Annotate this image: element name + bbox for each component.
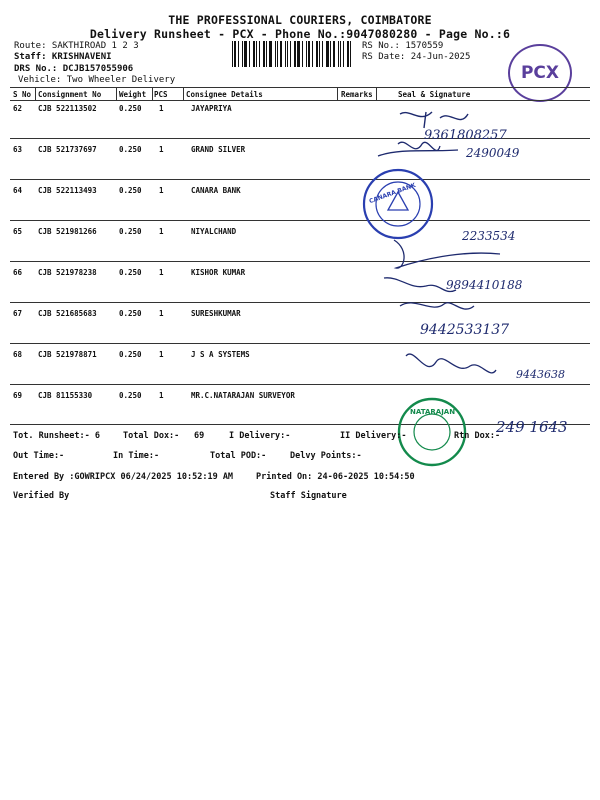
canara-bank-seal — [364, 170, 432, 238]
company-title: THE PROFESSIONAL COURIERS, COIMBATORE — [168, 13, 432, 27]
row-consignee: MR.C.NATARAJAN SURVEYOR — [191, 391, 295, 400]
verified-by: Verified By — [13, 491, 70, 501]
handwritten-phone-67: 9442533137 — [420, 322, 510, 338]
barcode-bar — [326, 41, 329, 67]
barcode-bar — [277, 41, 278, 67]
barcode-bar — [322, 41, 323, 67]
route-label: Route: SAKTHIROAD 1 2 3 — [14, 41, 139, 51]
row-sno: 65 — [13, 227, 23, 236]
handwritten-number-63: 2490049 — [466, 146, 520, 160]
handwritten-phone-68: 9443638 — [516, 368, 565, 381]
row-consignment: CJB 521978238 — [38, 268, 97, 277]
tot-runsheet: Tot. Runsheet:- 6 — [13, 431, 100, 441]
barcode-bar — [234, 41, 236, 67]
row-consignment: CJB 521978871 — [38, 350, 97, 359]
i-delivery: I Delivery:- — [229, 431, 291, 441]
row-sno: 63 — [13, 145, 23, 154]
row-sno: 68 — [13, 350, 23, 359]
barcode-bar — [330, 41, 331, 67]
row-sno: 67 — [13, 309, 23, 318]
handwritten-phone-66: 9894410188 — [446, 278, 523, 292]
rtn-dox: Rtn Dox:- — [454, 431, 501, 441]
col-divider — [152, 87, 153, 100]
staff-signature: Staff Signature — [270, 491, 347, 501]
total-pod: Total POD:- — [210, 451, 267, 461]
barcode-bar — [253, 41, 255, 67]
row-consignment: CJB 522113493 — [38, 186, 97, 195]
row-weight: 0.250 — [119, 145, 142, 154]
row-sno: 69 — [13, 391, 23, 400]
table-top-rule — [10, 87, 590, 88]
pcx-stamp: PCX — [508, 44, 572, 102]
col-header-remarks: Remarks — [341, 90, 373, 99]
barcode-bar — [343, 41, 344, 67]
signature-scribble — [400, 303, 474, 309]
row-pcs: 1 — [159, 227, 164, 236]
row-weight: 0.250 — [119, 350, 142, 359]
row-pcs: 1 — [159, 104, 164, 113]
row-consignee: NIYALCHAND — [191, 227, 237, 236]
barcode-bar — [312, 41, 313, 67]
col-header-consignee: Consignee Details — [186, 90, 263, 99]
barcode-bar — [347, 41, 349, 67]
handwritten-number-69: 249 1643 — [496, 418, 568, 436]
row-weight: 0.250 — [119, 391, 142, 400]
row-sno: 64 — [13, 186, 23, 195]
row-pcs: 1 — [159, 391, 164, 400]
row-consignee: KISHOR KUMAR — [191, 268, 246, 277]
rs-number: RS No.: 1570559 — [362, 41, 444, 51]
row-consignee: GRAND SILVER — [191, 145, 246, 154]
row-weight: 0.250 — [119, 309, 142, 318]
row-consignee: JAYAPRIYA — [191, 104, 232, 113]
col-header-sno: S No — [13, 90, 32, 99]
col-header-pcs: PCS — [154, 90, 168, 99]
col-header-consignment: Consignment No — [38, 90, 102, 99]
barcode-bar — [287, 41, 288, 67]
barcode-bar — [306, 41, 307, 67]
signature-scribble — [378, 142, 458, 156]
row-consignee: CANARA BANK — [191, 186, 241, 195]
barcode-bar — [302, 41, 303, 67]
vehicle-label: Vehicle: Two Wheeler Delivery — [18, 75, 176, 85]
handwritten-number-65: 2233534 — [462, 229, 516, 243]
row-sno: 62 — [13, 104, 23, 113]
row-consignment: CJB 522113502 — [38, 104, 97, 113]
row-weight: 0.250 — [119, 227, 142, 236]
col-divider — [116, 87, 117, 100]
canara-seal-text: CANARA BANK — [368, 181, 417, 206]
col-header-weight: Weight — [119, 90, 147, 99]
row-consignee: SURESHKUMAR — [191, 309, 241, 318]
barcode-bar — [244, 41, 247, 67]
natarajan-seal-text: NATARAJAN — [410, 408, 456, 416]
row-pcs: 1 — [159, 186, 164, 195]
barcode-bar — [290, 41, 291, 67]
out-time: Out Time:- — [13, 451, 65, 461]
barcode-bar — [338, 41, 339, 67]
in-time: In Time:- — [113, 451, 160, 461]
barcode — [232, 41, 356, 67]
barcode-bar — [275, 41, 276, 67]
col-divider — [337, 87, 338, 100]
row-consignment: CJB 81155330 — [38, 391, 93, 400]
row-consignment: CJB 521685683 — [38, 309, 97, 318]
row-weight: 0.250 — [119, 268, 142, 277]
row-pcs: 1 — [159, 145, 164, 154]
row-pcs: 1 — [159, 350, 164, 359]
barcode-bar — [316, 41, 318, 67]
total-dox-label: Total Dox:- — [123, 431, 180, 441]
barcode-bar — [308, 41, 310, 67]
barcode-bar — [232, 41, 233, 67]
printed-on: Printed On: 24-06-2025 10:54:50 — [256, 472, 415, 482]
barcode-bar — [297, 41, 300, 67]
barcode-bar — [294, 41, 296, 67]
barcode-bar — [333, 41, 335, 67]
signature-scribble — [406, 354, 496, 373]
ii-delivery: II Delivery:- — [340, 431, 407, 441]
barcode-bar — [319, 41, 320, 67]
col-header-seal: Seal & Signature — [398, 90, 471, 99]
col-divider — [183, 87, 184, 100]
handwritten-phone-62: 9361808257 — [424, 128, 507, 143]
rs-date: RS Date: 24-Jun-2025 — [362, 52, 471, 62]
barcode-bar — [242, 41, 243, 67]
row-consignee: J S A SYSTEMS — [191, 350, 250, 359]
drs-label: DRS No.: DCJB157055906 — [14, 64, 134, 74]
delvy-points: Delvy Points:- — [290, 451, 362, 461]
barcode-bar — [263, 41, 265, 67]
barcode-bar — [285, 41, 286, 67]
signature-scribble — [400, 112, 468, 128]
barcode-bar — [340, 41, 341, 67]
row-consignment: CJB 521981266 — [38, 227, 97, 236]
barcode-bar — [266, 41, 267, 67]
row-consignment: CJB 521737697 — [38, 145, 97, 154]
barcode-bar — [259, 41, 260, 67]
barcode-bar — [256, 41, 257, 67]
row-sno: 66 — [13, 268, 23, 277]
staff-label: Staff: KRISHNAVENI — [14, 52, 112, 62]
col-divider — [35, 87, 36, 100]
signature-scribble — [394, 240, 500, 268]
barcode-bar — [280, 41, 282, 67]
barcode-bar — [249, 41, 250, 67]
row-pcs: 1 — [159, 309, 164, 318]
row-weight: 0.250 — [119, 104, 142, 113]
runsheet-subtitle: Delivery Runsheet - PCX - Phone No.:9047080280 - Page No.:6 — [89, 27, 511, 41]
entered-by: Entered By :GOWRIPCX 06/24/2025 10:52:19 AM — [13, 472, 234, 482]
row-weight: 0.250 — [119, 186, 142, 195]
col-divider — [376, 87, 377, 100]
barcode-bar — [238, 41, 239, 67]
barcode-bar — [350, 41, 351, 67]
barcode-bar — [269, 41, 272, 67]
row-pcs: 1 — [159, 268, 164, 277]
total-dox-value: 69 — [194, 431, 205, 441]
